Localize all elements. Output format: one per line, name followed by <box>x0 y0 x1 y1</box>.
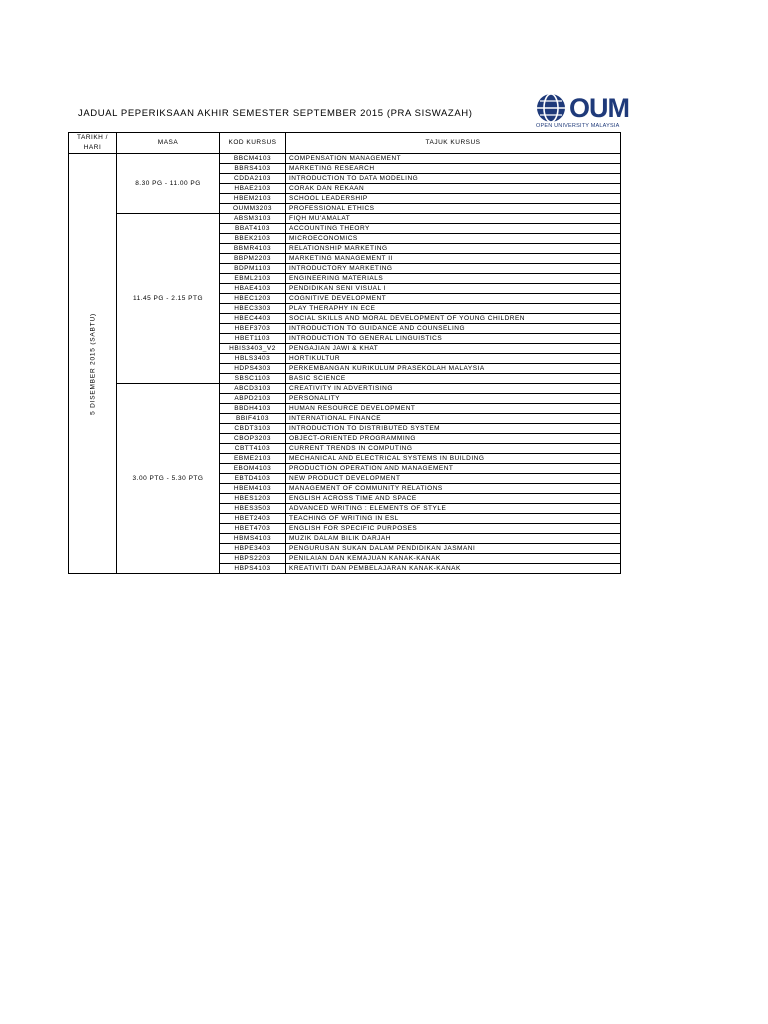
course-code: HBPS4103 <box>220 564 286 574</box>
header-masa: MASA <box>117 133 220 154</box>
course-title: FIQH MU'AMALAT <box>286 214 621 224</box>
document-title: JADUAL PEPERIKSAAN AKHIR SEMESTER SEPTEMBER 2015 (PRA SISWAZAH) <box>78 108 473 119</box>
course-title: PENILAIAN DAN KEMAJUAN KANAK-KANAK <box>286 554 621 564</box>
course-title: SCHOOL LEADERSHIP <box>286 194 621 204</box>
course-title: MECHANICAL AND ELECTRICAL SYSTEMS IN BUILDING <box>286 454 621 464</box>
course-code: HBEM2103 <box>220 194 286 204</box>
course-code: BBCM4103 <box>220 154 286 164</box>
course-title: MICROECONOMICS <box>286 234 621 244</box>
course-title: MARKETING MANAGEMENT II <box>286 254 621 264</box>
course-code: HBEC4403 <box>220 314 286 324</box>
session-time: 8.30 PG - 11.00 PG <box>117 154 220 214</box>
course-title: INTRODUCTION TO GUIDANCE AND COUNSELING <box>286 324 621 334</box>
course-title: PRODUCTION OPERATION AND MANAGEMENT <box>286 464 621 474</box>
oum-logo <box>534 92 629 132</box>
course-code: OUMM3203 <box>220 204 286 214</box>
course-title: SOCIAL SKILLS AND MORAL DEVELOPMENT OF YOUNG CHILDREN <box>286 314 621 324</box>
course-title: ADVANCED WRITING : ELEMENTS OF STYLE <box>286 504 621 514</box>
course-title: MANAGEMENT OF COMMUNITY RELATIONS <box>286 484 621 494</box>
course-title: INTRODUCTION TO DATA MODELING <box>286 174 621 184</box>
course-title: PERKEMBANGAN KURIKULUM PRASEKOLAH MALAYSIA <box>286 364 621 374</box>
course-title: PROFESSIONAL ETHICS <box>286 204 621 214</box>
course-code: BBRS4103 <box>220 164 286 174</box>
header-row <box>69 133 621 154</box>
course-code: CBTT4103 <box>220 444 286 454</box>
course-title: HUMAN RESOURCE DEVELOPMENT <box>286 404 621 414</box>
schedule-body <box>69 154 621 574</box>
globe-logo-icon <box>534 92 568 124</box>
course-code: ABPD2103 <box>220 394 286 404</box>
course-code: HBET4703 <box>220 524 286 534</box>
course-title: PERSONALITY <box>286 394 621 404</box>
course-title: INTRODUCTION TO GENERAL LINGUISTICS <box>286 334 621 344</box>
course-code: HBEF3703 <box>220 324 286 334</box>
course-title: INTRODUCTION TO DISTRIBUTED SYSTEM <box>286 424 621 434</box>
course-code: ABSM3103 <box>220 214 286 224</box>
course-code: BBMR4103 <box>220 244 286 254</box>
course-title: NEW PRODUCT DEVELOPMENT <box>286 474 621 484</box>
course-code: HBPE3403 <box>220 544 286 554</box>
header-kod-kursus: KOD KURSUS <box>220 133 286 154</box>
course-title: PENGAJIAN JAWI & KHAT <box>286 344 621 354</box>
table-row <box>69 154 621 164</box>
table-row <box>69 214 621 224</box>
course-title: CREATIVITY IN ADVERTISING <box>286 384 621 394</box>
date-cell <box>69 154 117 574</box>
course-title: TEACHING OF WRITING IN ESL <box>286 514 621 524</box>
course-title: CORAK DAN REKAAN <box>286 184 621 194</box>
course-code: BBDH4103 <box>220 404 286 414</box>
course-code: CDDA2103 <box>220 174 286 184</box>
course-title: KREATIVITI DAN PEMBELAJARAN KANAK-KANAK <box>286 564 621 574</box>
course-code: HBEM4103 <box>220 484 286 494</box>
course-code: HBLS3403 <box>220 354 286 364</box>
course-code: HBES3503 <box>220 504 286 514</box>
course-title: RELATIONSHIP MARKETING <box>286 244 621 254</box>
logo-wordmark: OUM <box>569 93 629 123</box>
course-code: CBDT3103 <box>220 424 286 434</box>
course-code: HBEC1203 <box>220 294 286 304</box>
course-title: ACCOUNTING THEORY <box>286 224 621 234</box>
course-code: HBET2403 <box>220 514 286 524</box>
course-code: BBIF4103 <box>220 414 286 424</box>
course-title: PENGURUSAN SUKAN DALAM PENDIDIKAN JASMANI <box>286 544 621 554</box>
course-title: OBJECT-ORIENTED PROGRAMMING <box>286 434 621 444</box>
course-title: PENDIDIKAN SENI VISUAL I <box>286 284 621 294</box>
header-tajuk-kursus: TAJUK KURSUS <box>286 133 621 154</box>
logo-subtitle: OPEN UNIVERSITY MALAYSIA <box>536 123 620 129</box>
exam-schedule-table <box>68 132 621 574</box>
course-code: EBME2103 <box>220 454 286 464</box>
course-code: HBIS3403_V2 <box>220 344 286 354</box>
course-code: ABCD3103 <box>220 384 286 394</box>
course-code: HBAE2103 <box>220 184 286 194</box>
course-title: ENGLISH ACROSS TIME AND SPACE <box>286 494 621 504</box>
exam-date: 5 DISEMBER 2015 (SABTU) <box>89 312 96 415</box>
session-time: 11.45 PG - 2.15 PTG <box>117 214 220 384</box>
course-title: HORTIKULTUR <box>286 354 621 364</box>
header-tarikh-hari: TARIKH / HARI <box>69 133 117 154</box>
course-code: BBEK2103 <box>220 234 286 244</box>
course-code: EBOM4103 <box>220 464 286 474</box>
course-title: COMPENSATION MANAGEMENT <box>286 154 621 164</box>
course-title: CURRENT TRENDS IN COMPUTING <box>286 444 621 454</box>
course-title: PLAY THERAPHY IN ECE <box>286 304 621 314</box>
course-code: HBPS2203 <box>220 554 286 564</box>
course-title: ENGLISH FOR SPECIFIC PURPOSES <box>286 524 621 534</box>
course-title: INTERNATIONAL FINANCE <box>286 414 621 424</box>
course-title: COGNITIVE DEVELOPMENT <box>286 294 621 304</box>
course-code: CBOP3203 <box>220 434 286 444</box>
course-title: BASIC SCIENCE <box>286 374 621 384</box>
course-title: ENGINEERING MATERIALS <box>286 274 621 284</box>
course-code: BBPM2203 <box>220 254 286 264</box>
course-code: EBML2103 <box>220 274 286 284</box>
table-row <box>69 384 621 394</box>
course-code: HDPS4303 <box>220 364 286 374</box>
course-title: MUZIK DALAM BILIK DARJAH <box>286 534 621 544</box>
course-code: BBAT4103 <box>220 224 286 234</box>
course-code: BDPM1103 <box>220 264 286 274</box>
course-code: HBES1203 <box>220 494 286 504</box>
course-title: INTRODUCTORY MARKETING <box>286 264 621 274</box>
course-code: EBTD4103 <box>220 474 286 484</box>
course-code: HBAE4103 <box>220 284 286 294</box>
course-code: HBMS4103 <box>220 534 286 544</box>
course-code: HBEC3303 <box>220 304 286 314</box>
course-code: HBET1103 <box>220 334 286 344</box>
course-title: MARKETING RESEARCH <box>286 164 621 174</box>
session-time: 3.00 PTG - 5.30 PTG <box>117 384 220 574</box>
course-code: SBSC1103 <box>220 374 286 384</box>
